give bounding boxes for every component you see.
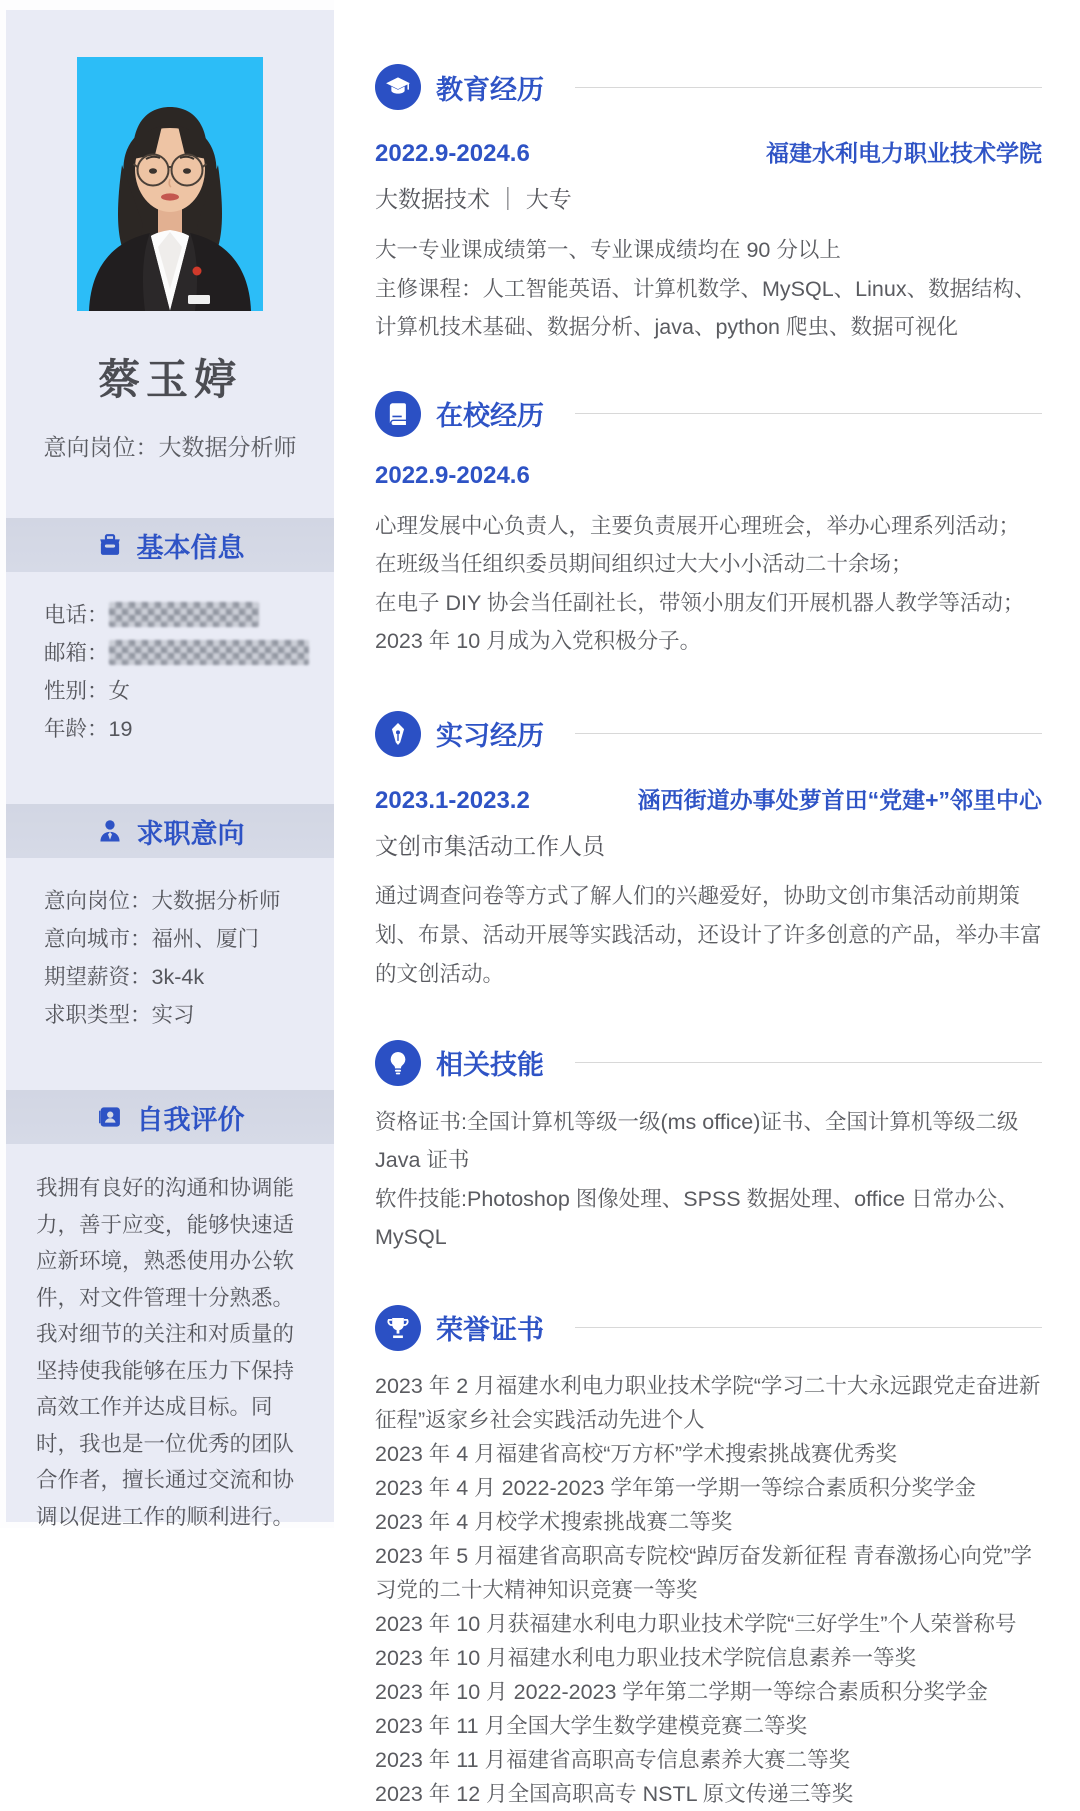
education-details	[375, 231, 1042, 347]
main-column	[334, 0, 1080, 1806]
info-label: 电话：	[44, 603, 109, 627]
section-education	[375, 64, 1042, 347]
campus-date-row	[375, 462, 1042, 490]
candidate-name: 蔡玉婷	[97, 356, 242, 403]
internship-title: 实习经历	[436, 721, 544, 751]
honor-item: 2023 年 10 月获福建水利电力职业技术学院“三好学生”个人荣誉称号	[375, 1611, 1017, 1636]
skills-title: 相关技能	[436, 1050, 544, 1080]
campus-title: 在校经历	[436, 401, 544, 431]
section-internship	[375, 711, 1042, 994]
internship-description: 通过调查问卷等方式了解人们的兴趣爱好，协助文创市集活动前期策划、布景、活动开展等实践活动，还设计了许多创意的产品，举办丰富的文创活动。	[375, 883, 1042, 986]
job-intention-header	[6, 804, 334, 858]
internship-role: 文创市集活动工作人员	[375, 832, 605, 859]
section-divider	[575, 1062, 1042, 1063]
campus-detail-line: 心理发展中心负责人，主要负责展开心理班会，举办心理系列活动；	[375, 513, 1021, 538]
self-evaluation-text: 我拥有良好的沟通和协调能力，善于应变，能够快速适应新环境，熟悉使用办公软件，对文件管理十分熟悉。我对细节的关注和对质量的坚持使我能够在压力下保持高效工作并达成目标。同时，我也是一位优秀的团队合作者，擅长通过交流和协调以促进工作的顺利进行。	[36, 1176, 295, 1529]
redacted-value	[109, 640, 309, 665]
portrait-illustration	[77, 57, 263, 311]
person-icon	[96, 817, 124, 845]
honor-item: 2023 年 2 月福建水利电力职业技术学院“学习二十大永远跟党走奋进新征程”返家乡社会实践活动先进个人	[375, 1373, 1041, 1432]
graduation-cap-icon	[375, 64, 421, 110]
section-divider	[575, 1327, 1042, 1328]
campus-detail-line: 在班级当任组织委员期间组织过大大小小活动二十余场；	[375, 552, 913, 576]
internship-org: 涵西街道办事处萝首田“党建+”邻里中心	[637, 786, 1042, 813]
basic-info-header	[6, 518, 334, 572]
honor-item: 2023 年 10 月 2022-2023 学年第二学期一等综合素质积分奖学金	[375, 1679, 988, 1704]
info-label: 意向城市：	[44, 927, 152, 951]
education-school: 福建水利电力职业技术学院	[766, 140, 1042, 166]
honor-item: 2023 年 11 月福建省高职高专信息素养大赛二等奖	[375, 1747, 851, 1772]
skill-line: 软件技能:Photoshop 图像处理、SPSS 数据处理、office 日常办公、MySQL	[375, 1186, 1019, 1249]
job-intention-list	[6, 858, 334, 1034]
info-label: 年龄：	[44, 717, 109, 741]
honors-header	[375, 1305, 1042, 1351]
section-honors	[375, 1305, 1042, 1811]
info-label: 性别：	[44, 679, 109, 703]
campus-detail-line: 2023 年 10 月成为入党积极分子。	[375, 629, 702, 653]
info-row	[44, 882, 298, 920]
campus-detail-line: 在电子 DIY 协会当任副社长，带领小朋友们开展机器人教学等活动；	[375, 590, 1025, 615]
info-value: 福州、厦门	[151, 927, 260, 951]
honors-list	[375, 1369, 1042, 1811]
briefcase-icon	[96, 531, 124, 559]
honor-item: 2023 年 11 月全国大学生数学建模竞赛二等奖	[375, 1713, 808, 1738]
candidate-intent-line: 意向岗位：大数据分析师	[43, 434, 297, 460]
profile-photo	[77, 57, 263, 311]
section-divider	[575, 87, 1042, 88]
education-detail-line: 大一专业课成绩第一、专业课成绩均在 90 分以上	[375, 238, 841, 262]
education-title: 教育经历	[436, 74, 544, 105]
info-row	[44, 958, 298, 996]
info-row	[44, 996, 298, 1034]
honor-item: 2023 年 5 月福建省高职高专院校“踔厉奋发新征程 青春激扬心向党”学习党的二十大精神知识竞赛一等奖	[375, 1543, 1033, 1602]
job-intention-title: 求职意向	[136, 818, 245, 849]
basic-info-title: 基本信息	[136, 532, 245, 563]
sidebar	[6, 10, 334, 1529]
education-major-degree: 大数据技术 ｜ 大专	[375, 186, 572, 212]
info-value: 女	[108, 679, 131, 703]
info-row	[44, 672, 298, 710]
info-value: 3k-4k	[151, 965, 205, 989]
book-icon	[375, 391, 421, 437]
skills-header	[375, 1040, 1042, 1086]
pen-nib-icon	[375, 711, 421, 757]
redacted-value	[109, 602, 259, 627]
self-evaluation-header	[6, 1090, 334, 1144]
section-divider	[575, 733, 1042, 734]
section-divider	[575, 413, 1042, 414]
info-label: 期望薪资：	[44, 965, 152, 989]
info-row	[44, 596, 298, 634]
self-evaluation-title: 自我评价	[136, 1104, 245, 1135]
info-row	[44, 710, 298, 748]
lightbulb-icon	[375, 1040, 421, 1086]
info-label: 意向岗位：	[44, 889, 152, 913]
section-skills	[375, 1040, 1042, 1257]
campus-header	[375, 391, 1042, 437]
honor-item: 2023 年 12 月全国高职高专 NSTL 原文传递三等奖	[375, 1781, 854, 1806]
education-date-row	[375, 135, 1042, 168]
id-card-icon	[96, 1103, 124, 1131]
campus-date: 2022.9-2024.6	[375, 461, 530, 489]
education-header	[375, 64, 1042, 110]
honors-title: 荣誉证书	[436, 1315, 544, 1345]
skill-line: 资格证书:全国计算机等级一级(ms office)证书、全国计算机等级二级 Java 证书	[375, 1109, 1019, 1172]
honor-item: 2023 年 4 月福建省高校“万方杯”学术搜索挑战赛优秀奖	[375, 1441, 898, 1466]
trophy-icon	[375, 1305, 421, 1351]
info-value: 19	[108, 717, 133, 741]
skills-lines	[375, 1103, 1042, 1257]
internship-date-row	[375, 782, 1042, 815]
info-row	[44, 634, 298, 672]
honor-item: 2023 年 10 月福建水利电力职业技术学院信息素养一等奖	[375, 1645, 917, 1670]
info-row	[44, 920, 298, 958]
campus-details	[375, 507, 1042, 661]
info-value: 大数据分析师	[151, 889, 281, 913]
education-date: 2022.9-2024.6	[375, 140, 530, 167]
honor-item: 2023 年 4 月 2022-2023 学年第一学期一等综合素质积分奖学金	[375, 1475, 976, 1500]
info-value: 实习	[151, 1003, 195, 1027]
info-label: 求职类型：	[44, 1003, 152, 1027]
internship-date: 2023.1-2023.2	[375, 786, 530, 814]
section-campus	[375, 391, 1042, 661]
info-label: 邮箱：	[44, 641, 109, 665]
internship-header	[375, 711, 1042, 757]
basic-info-list	[6, 572, 334, 748]
education-detail-line: 主修课程：人工智能英语、计算机数学、MySQL、Linux、数据结构、计算机技术基础、数据分析、java、python 爬虫、数据可视化	[375, 276, 1036, 339]
honor-item: 2023 年 4 月校学术搜索挑战赛二等奖	[375, 1509, 733, 1534]
